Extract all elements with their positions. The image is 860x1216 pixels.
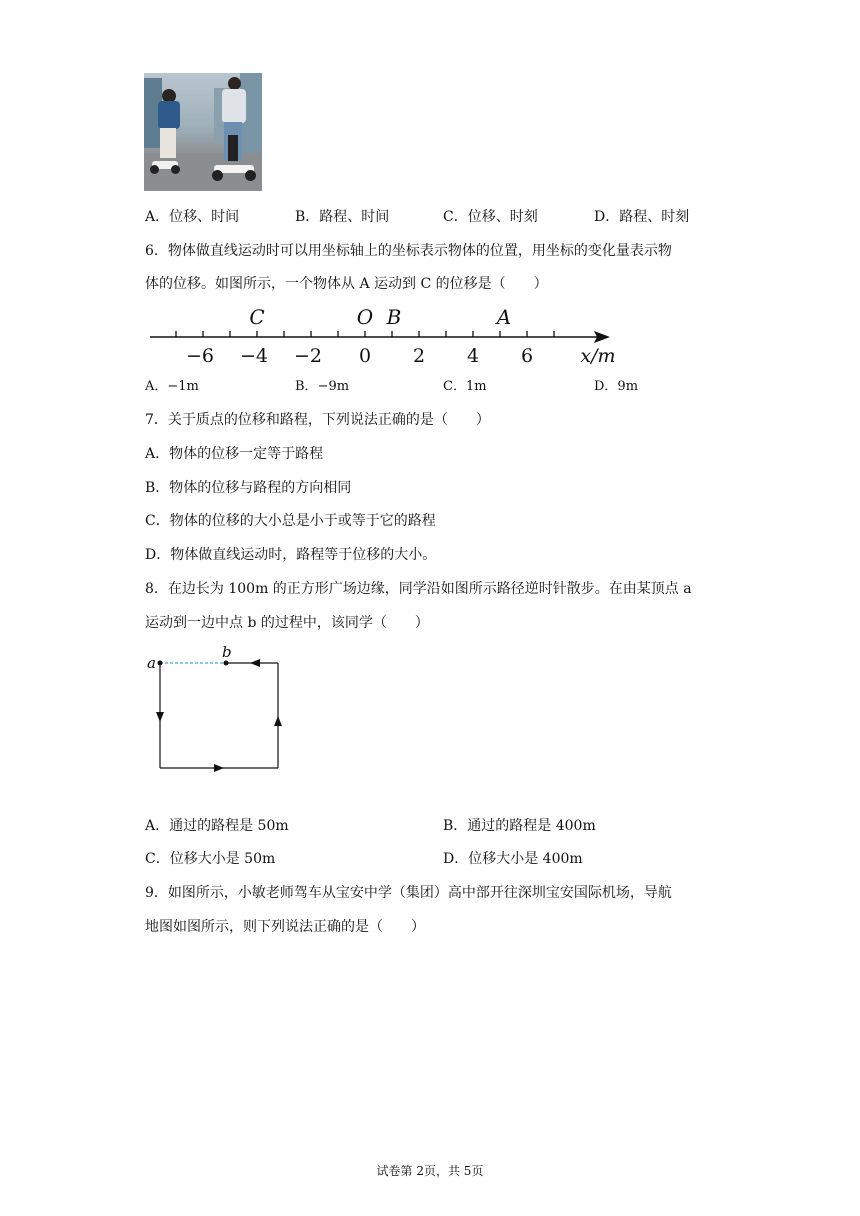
point-a-label: A: [496, 305, 512, 329]
point-c-label: C: [249, 305, 265, 329]
square-path-diagram: [140, 640, 290, 775]
tick-label: 2: [412, 345, 426, 367]
point-b-label: B: [386, 305, 402, 329]
q9-stem-line1: 9．如图所示，小敏老师驾车从宝安中学（集团）高中部开往深圳宝安国际机场，导航: [145, 885, 672, 901]
tick-label: −6: [185, 345, 215, 367]
q5-option-b: B．路程、时间: [295, 209, 390, 225]
q8-option-a: A．通过的路程是 50m: [145, 818, 289, 834]
q9-stem-line2: 地图如图所示，则下列说法正确的是（ ）: [145, 919, 425, 935]
q6-option-c: C．1m: [443, 379, 487, 394]
q5-option-c: C．位移、时刻: [443, 209, 538, 225]
q6-option-d: D．9m: [594, 379, 639, 394]
q7-option-a: A．物体的位移一定等于路程: [145, 446, 324, 462]
q7-option-d: D．物体做直线运动时，路程等于位移的大小。: [145, 547, 437, 563]
point-o-label: O: [356, 305, 374, 329]
q6-option-b: B．−9m: [295, 379, 350, 394]
q8-option-b: B．通过的路程是 400m: [443, 818, 596, 834]
q7-option-b: B．物体的位移与路程的方向相同: [145, 480, 352, 496]
q5-option-a: A．位移、时间: [145, 209, 240, 225]
q8-option-c: C．位移大小是 50m: [145, 851, 276, 867]
tick-label: 0: [358, 345, 372, 367]
number-line-diagram: [140, 300, 630, 372]
tick-label: −2: [293, 345, 323, 367]
q7-option-c: C．物体的位移的大小总是小于或等于它的路程: [145, 513, 436, 529]
tick-label: −4: [239, 345, 269, 367]
tick-label: 6: [520, 345, 534, 367]
q6-option-a: A．−1m: [145, 379, 199, 394]
q8-stem-line2: 运动到一边中点 b 的过程中，该同学（ ）: [145, 615, 429, 631]
q6-stem-line2: 体的位移。如图所示，一个物体从 A 运动到 C 的位移是（ ）: [145, 276, 548, 292]
tick-label: 4: [466, 345, 480, 367]
page-footer: 试卷第 2页，共 5页: [376, 1164, 484, 1178]
axis-unit-label: x/m: [580, 345, 616, 367]
balance-scooter-photo: [144, 73, 262, 191]
q8-option-d: D．位移大小是 400m: [443, 851, 583, 867]
vertex-a-label: a: [147, 654, 156, 672]
q6-stem-line1: 6．物体做直线运动时可以用坐标轴上的坐标表示物体的位置，用坐标的变化量表示物: [145, 243, 672, 259]
midpoint-b-label: b: [222, 643, 232, 661]
q5-option-d: D．路程、时刻: [594, 209, 690, 225]
q8-stem-line1: 8．在边长为 100m 的正方形广场边缘，同学沿如图所示路径逆时针散步。在由某顶点 a: [145, 581, 692, 597]
q7-stem: 7．关于质点的位移和路程，下列说法正确的是（ ）: [145, 412, 490, 428]
